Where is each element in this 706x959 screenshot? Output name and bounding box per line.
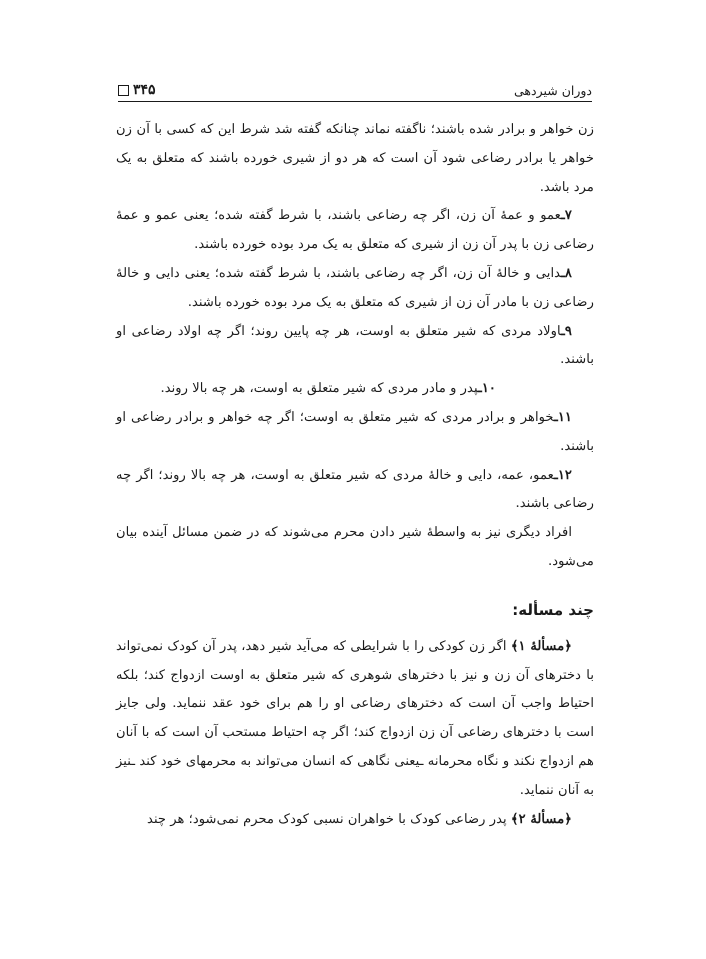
- paragraph-others: افراد دیگری نیز به واسطهٔ شیر دادن محرم می‌شوند که در ضمن مسائل آینده بیان می‌شود.: [116, 525, 594, 569]
- list-item-7: ۷ـعمو و عمهٔ آن زن، اگر چه رضاعی باشند، با شرط گفته شده؛ یعنی عمو و عمهٔ رضاعی زن با پدر آن زن از شیری که متعلق به یک مرد بوده خورده باشند.: [116, 208, 594, 253]
- list-item-10: ۱۰ـپدر و مادر مردی که شیر متعلق به اوست، هر چه بالا روند.: [160, 381, 496, 397]
- square-ornament-icon: [118, 85, 129, 96]
- masale-1: ﴿مسألهٔ ۱﴾ اگر زن کودکی را با شرایطی که می‌آید شیر دهد، پدر آن کودک نمی‌تواند با دخترهای آن زن و نیز با دخترهای شوهری که شیر متعلق به اوست ازدواج کند؛ بلکه احتیاط واجب آن است که دخترهای رضاعی او را هم برای خود عقد ننماید. ولی جایز است با دخترهای رضاعی آن زن ازدواج کند؛ اگر چه احتیاط مستحب آن است که با آنان هم ازدواج نکند و نگاه محرمانه ـیعنی نگاهی که انسان می‌تواند به محرمهای خود کند ـنیز به آنان ننماید.: [116, 638, 594, 798]
- list-item-12: ۱۲ـعمو، عمه، دایی و خالهٔ مردی که شیر متعلق به اوست، هر چه بالا روند؛ اگر چه رضاعی باشند.: [116, 467, 594, 512]
- section-heading: چند مسأله:: [512, 600, 594, 619]
- header-rule: [118, 101, 592, 102]
- page-header: [118, 76, 592, 98]
- masale-2: ﴿مسألهٔ ۲﴾ پدر رضاعی کودک با خواهران نسبی کودک محرم نمی‌شود؛ هر چند: [147, 811, 572, 827]
- list-item-9: ۹ـاولاد مردی که شیر متعلق به اوست، هر چه پایین روند؛ اگر چه اولاد رضاعی او باشند.: [116, 323, 594, 368]
- masale-label: ﴿مسألهٔ ۲﴾: [510, 811, 572, 827]
- list-item-11: ۱۱ـخواهر و برادر مردی که شیر متعلق به اوست؛ اگر چه خواهر و برادر رضاعی او باشند.: [116, 409, 594, 454]
- running-title: دوران شیردهی: [514, 83, 592, 98]
- page-number: [118, 82, 156, 98]
- page-number-text: ۳۴۵: [133, 82, 156, 98]
- paragraph-continued: زن خواهر و برادر شده باشند؛ ناگفته نماند چنانکه گفته شد شرط این که کسی با آن زن خواهر یا برادر رضاعی شود آن است که هر دو از شیری خورده باشند که متعلق به یک مرد باشد.: [116, 122, 594, 195]
- page-body: [116, 116, 594, 834]
- list-item-8: ۸ـدایی و خالهٔ آن زن، اگر چه رضاعی باشند، با شرط گفته شده؛ یعنی دایی و خالهٔ رضاعی زن با مادر آن زن از شیری که متعلق به یک مرد بوده خورده باشند.: [116, 265, 594, 310]
- masale-label: ﴿مسألهٔ ۱﴾: [510, 638, 572, 654]
